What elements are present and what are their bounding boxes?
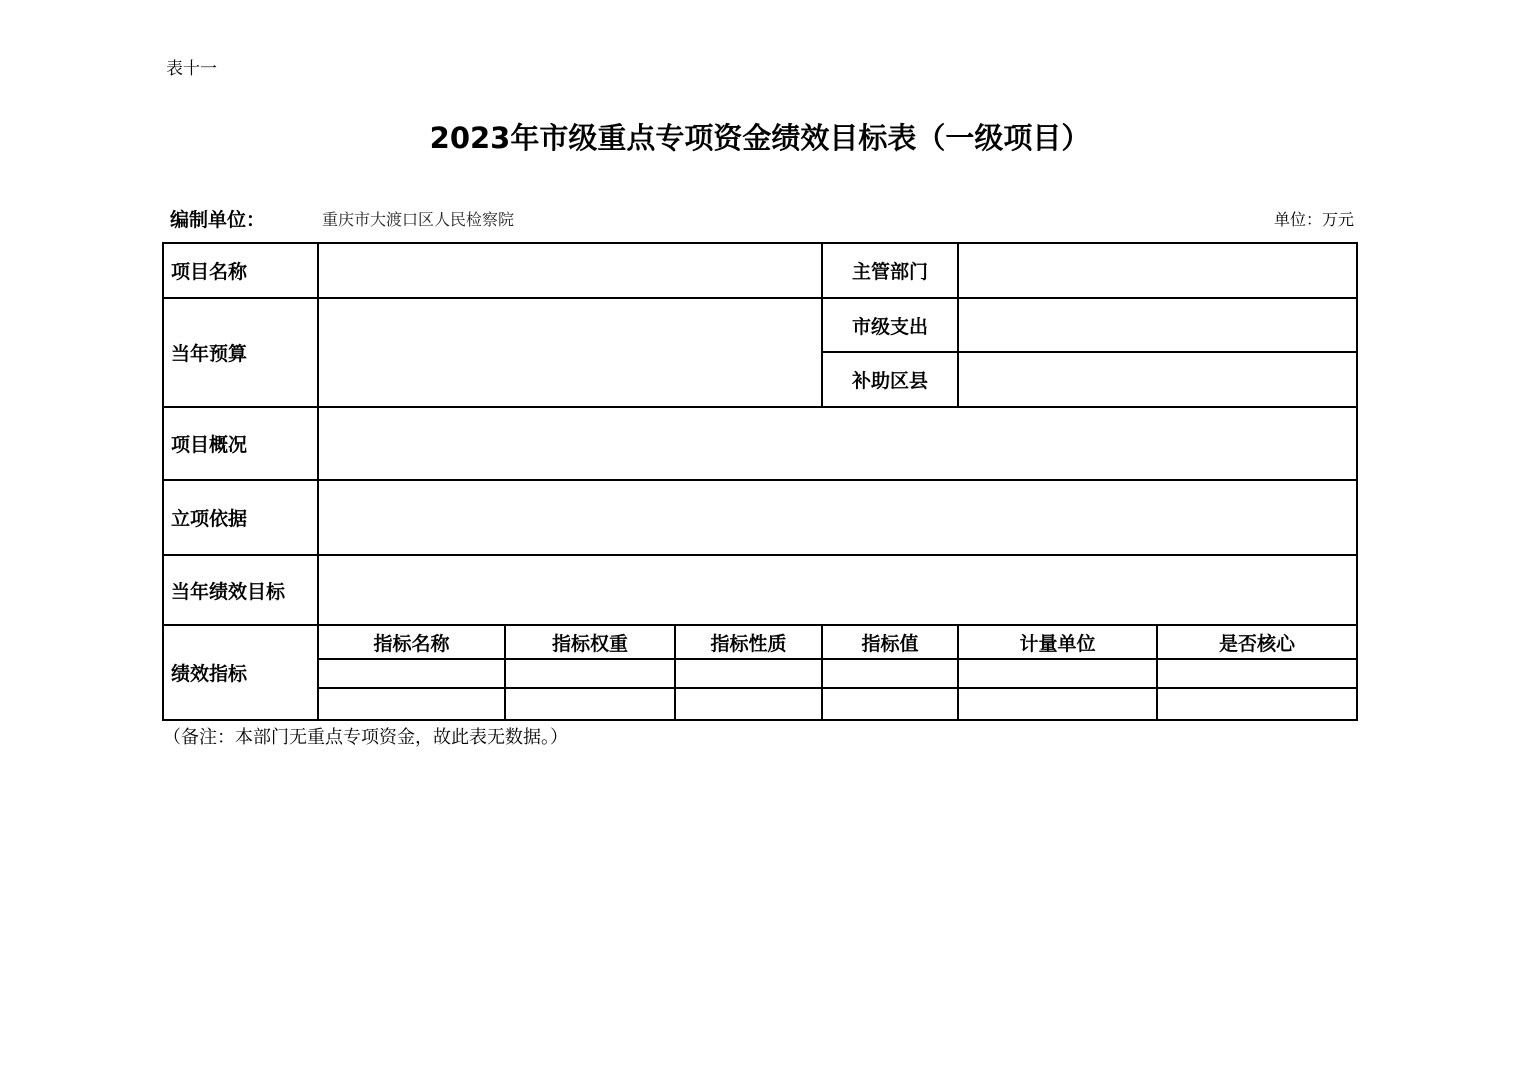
city-expense-value: [958, 298, 1357, 352]
indicator-cell: [318, 659, 505, 688]
row-budget-city: [163, 298, 1357, 352]
indicator-cell: [318, 688, 505, 720]
project-name-label: 项目名称: [163, 243, 318, 298]
indicator-cell: [822, 688, 958, 720]
overview-value: [318, 407, 1357, 480]
indicator-col-unit: 计量单位: [958, 625, 1157, 659]
department-label: 主管部门: [822, 243, 958, 298]
indicator-col-value: 指标值: [822, 625, 958, 659]
basis-value: [318, 480, 1357, 555]
org-label: 编制单位：: [170, 209, 266, 231]
indicator-cell: [822, 659, 958, 688]
department-value: [958, 243, 1357, 298]
indicator-cell: [675, 688, 822, 720]
performance-target-table: [162, 242, 1358, 721]
row-project-name: [163, 243, 1357, 298]
indicator-cell: [1157, 659, 1357, 688]
city-expense-label: 市级支出: [822, 298, 958, 352]
district-subsidy-label: 补助区县: [822, 352, 958, 407]
indicators-label: 绩效指标: [163, 625, 318, 720]
indicator-cell: [1157, 688, 1357, 720]
budget-label: 当年预算: [163, 298, 318, 407]
indicator-col-nature: 指标性质: [675, 625, 822, 659]
district-subsidy-value: [958, 352, 1357, 407]
footer-note: （备注：本部门无重点专项资金，故此表无数据。）: [163, 727, 568, 748]
indicator-cell: [675, 659, 822, 688]
annual-goal-value: [318, 555, 1357, 625]
project-name-value: [318, 243, 822, 298]
budget-value: [318, 298, 822, 407]
annual-goal-label: 当年绩效目标: [163, 555, 318, 625]
table-label: 表十一: [166, 59, 217, 79]
indicator-col-name: 指标名称: [318, 625, 505, 659]
row-basis: [163, 480, 1357, 555]
page-title: 2023年市级重点专项资金绩效目标表（一级项目）: [429, 121, 1091, 155]
basis-label: 立项依据: [163, 480, 318, 555]
indicator-row: [163, 659, 1357, 688]
indicator-col-weight: 指标权重: [505, 625, 675, 659]
indicator-col-core: 是否核心: [1157, 625, 1357, 659]
indicator-cell: [505, 688, 675, 720]
unit-label: 单位：万元: [1273, 210, 1354, 229]
overview-label: 项目概况: [163, 407, 318, 480]
indicator-row: [163, 688, 1357, 720]
row-annual-goal: [163, 555, 1357, 625]
row-overview: [163, 407, 1357, 480]
indicator-cell: [958, 659, 1157, 688]
indicator-cell: [505, 659, 675, 688]
indicator-cell: [958, 688, 1157, 720]
org-value: 重庆市大渡口区人民检察院: [322, 210, 515, 229]
indicator-header-row: [163, 625, 1357, 659]
